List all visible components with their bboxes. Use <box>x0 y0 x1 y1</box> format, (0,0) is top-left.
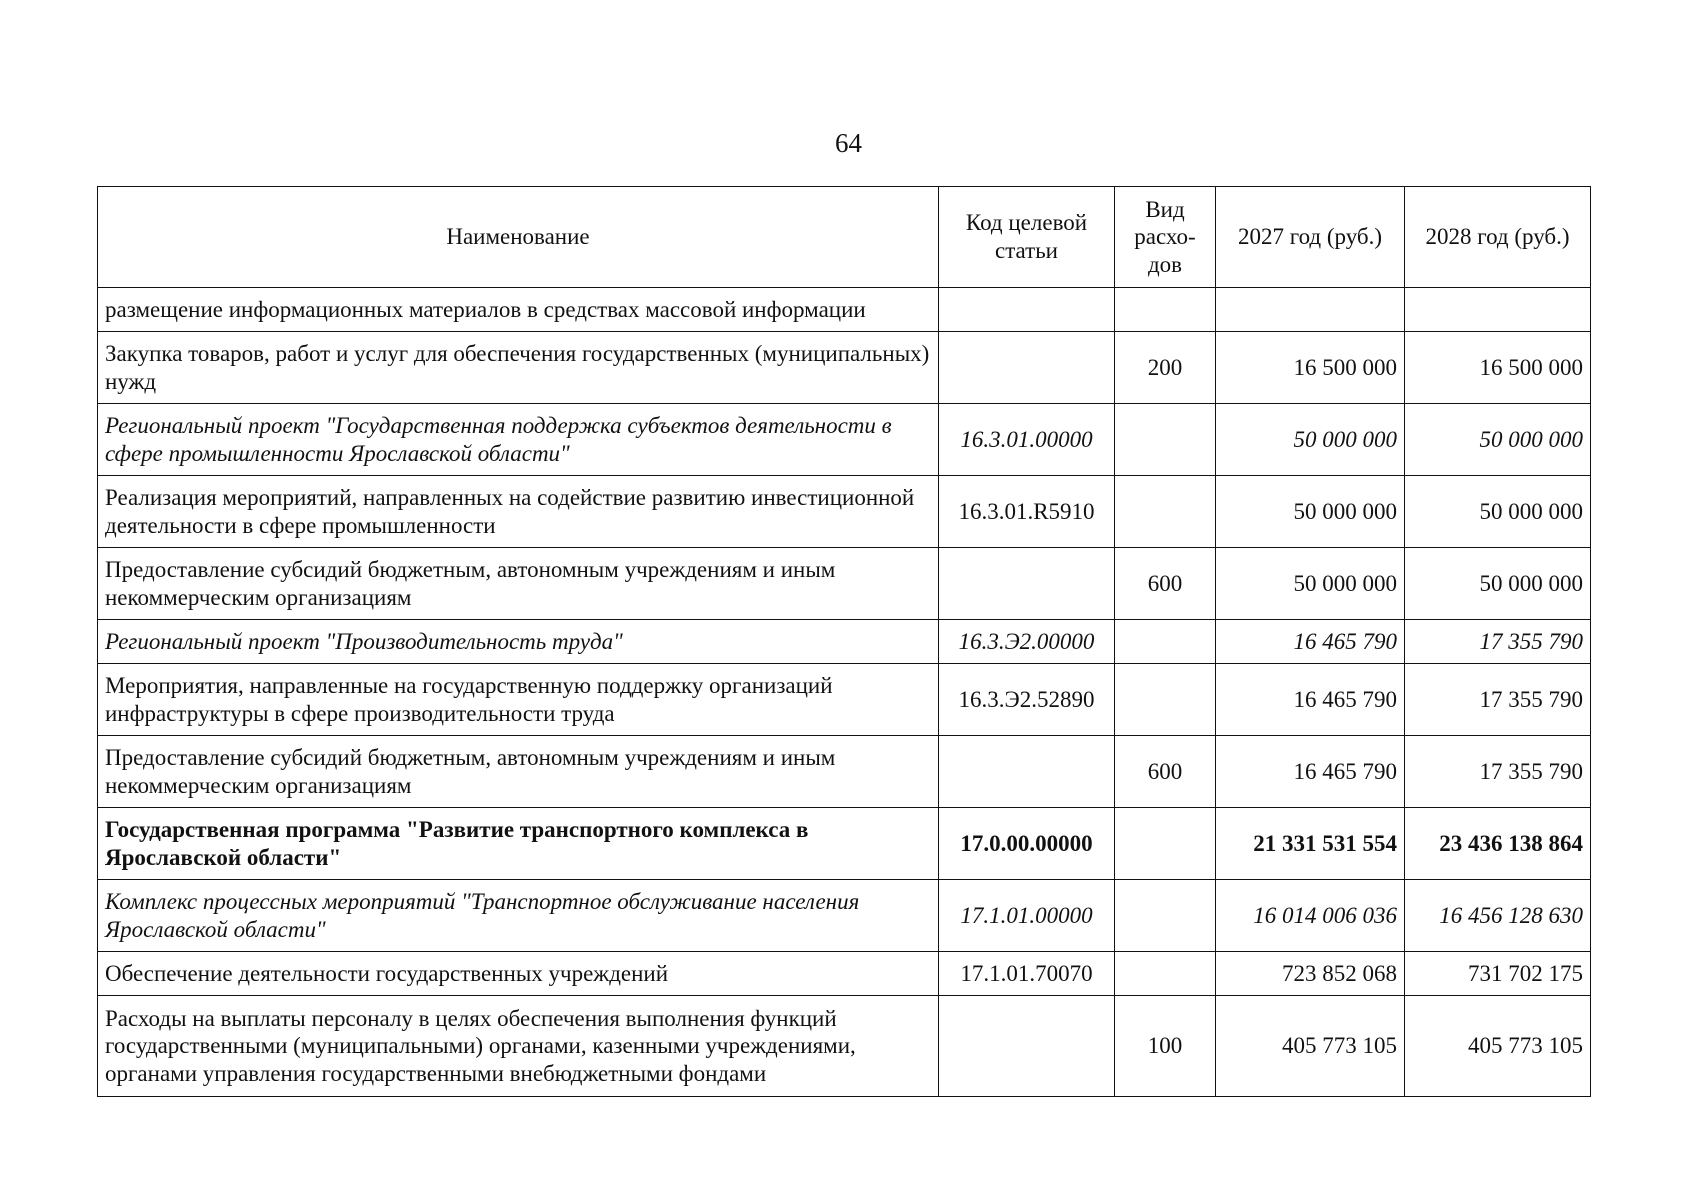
row-kind <box>1115 404 1216 476</box>
table-row <box>98 332 1591 404</box>
row-kind: 200 <box>1115 332 1216 404</box>
row-kind <box>1115 620 1216 664</box>
row-name: Реализация мероприятий, направленных на содействие развитию инвестиционной деятельности в сфере промышленности <box>98 476 939 548</box>
row-2027: 723 852 068 <box>1216 952 1405 996</box>
row-kind <box>1115 476 1216 548</box>
row-kind: 600 <box>1115 548 1216 620</box>
row-2028: 17 355 790 <box>1405 736 1591 808</box>
row-name: Региональный проект "Государственная поддержка субъектов деятельности в сфере промышленности Ярославской области" <box>98 404 939 476</box>
row-2028: 50 000 000 <box>1405 404 1591 476</box>
row-2028: 405 773 105 <box>1405 996 1591 1097</box>
table-header-row <box>98 187 1591 288</box>
table-row <box>98 952 1591 996</box>
row-code: 17.1.01.70070 <box>939 952 1115 996</box>
row-code <box>939 548 1115 620</box>
row-2028: 17 355 790 <box>1405 664 1591 736</box>
row-name: размещение информационных материалов в средствах массовой информации <box>98 288 939 332</box>
row-name: Государственная программа "Развитие транспортного комплекса в Ярославской области" <box>98 808 939 880</box>
row-2027 <box>1216 288 1405 332</box>
row-kind <box>1115 664 1216 736</box>
row-name: Комплекс процессных мероприятий "Транспортное обслуживание населения Ярославской области" <box>98 880 939 952</box>
table-row <box>98 620 1591 664</box>
row-code <box>939 996 1115 1097</box>
budget-table <box>97 186 1591 1097</box>
table-row <box>98 476 1591 548</box>
row-kind <box>1115 288 1216 332</box>
row-kind <box>1115 880 1216 952</box>
row-code <box>939 736 1115 808</box>
table-row <box>98 736 1591 808</box>
table-row <box>98 288 1591 332</box>
row-2027: 50 000 000 <box>1216 404 1405 476</box>
row-2028: 731 702 175 <box>1405 952 1591 996</box>
row-name: Мероприятия, направленные на государственную поддержку организаций инфраструктуры в сфере производительности труда <box>98 664 939 736</box>
row-2028: 50 000 000 <box>1405 548 1591 620</box>
row-2027: 16 465 790 <box>1216 664 1405 736</box>
row-code: 16.3.01.R5910 <box>939 476 1115 548</box>
row-name: Региональный проект "Производительность труда" <box>98 620 939 664</box>
row-2028 <box>1405 288 1591 332</box>
row-2027: 50 000 000 <box>1216 476 1405 548</box>
header-code: Код целевой статьи <box>939 187 1115 288</box>
row-2028: 23 436 138 864 <box>1405 808 1591 880</box>
row-2028: 16 456 128 630 <box>1405 880 1591 952</box>
row-code: 17.1.01.00000 <box>939 880 1115 952</box>
row-kind <box>1115 952 1216 996</box>
table-row <box>98 996 1591 1097</box>
row-2027: 405 773 105 <box>1216 996 1405 1097</box>
row-name: Закупка товаров, работ и услуг для обеспечения государственных (муниципальных) нужд <box>98 332 939 404</box>
header-kind: Вид расхо-дов <box>1115 187 1216 288</box>
table-row <box>98 808 1591 880</box>
row-2028: 50 000 000 <box>1405 476 1591 548</box>
row-kind: 100 <box>1115 996 1216 1097</box>
row-2027: 16 500 000 <box>1216 332 1405 404</box>
header-2027: 2027 год (руб.) <box>1216 187 1405 288</box>
row-2027: 16 465 790 <box>1216 620 1405 664</box>
row-2027: 50 000 000 <box>1216 548 1405 620</box>
table-row <box>98 880 1591 952</box>
table-row <box>98 548 1591 620</box>
row-2028: 17 355 790 <box>1405 620 1591 664</box>
row-code: 16.3.Э2.52890 <box>939 664 1115 736</box>
row-2027: 16 014 006 036 <box>1216 880 1405 952</box>
row-name: Предоставление субсидий бюджетным, автономным учреждениям и иным некоммерческим организациям <box>98 736 939 808</box>
header-2028: 2028 год (руб.) <box>1405 187 1591 288</box>
page-number: 64 <box>835 128 862 158</box>
row-code: 16.3.Э2.00000 <box>939 620 1115 664</box>
row-2028: 16 500 000 <box>1405 332 1591 404</box>
row-kind <box>1115 808 1216 880</box>
row-name: Обеспечение деятельности государственных учреждений <box>98 952 939 996</box>
table-row <box>98 404 1591 476</box>
header-name: Наименование <box>98 187 939 288</box>
row-code <box>939 288 1115 332</box>
row-name: Предоставление субсидий бюджетным, автономным учреждениям и иным некоммерческим организациям <box>98 548 939 620</box>
row-code: 16.3.01.00000 <box>939 404 1115 476</box>
row-2027: 21 331 531 554 <box>1216 808 1405 880</box>
row-kind: 600 <box>1115 736 1216 808</box>
row-code: 17.0.00.00000 <box>939 808 1115 880</box>
row-2027: 16 465 790 <box>1216 736 1405 808</box>
table-row <box>98 664 1591 736</box>
row-code <box>939 332 1115 404</box>
row-name: Расходы на выплаты персоналу в целях обеспечения выполнения функций государственными (муниципальными) органами, казенными учреждениями, органами управления государственными внебюджетными фондами <box>98 996 939 1097</box>
